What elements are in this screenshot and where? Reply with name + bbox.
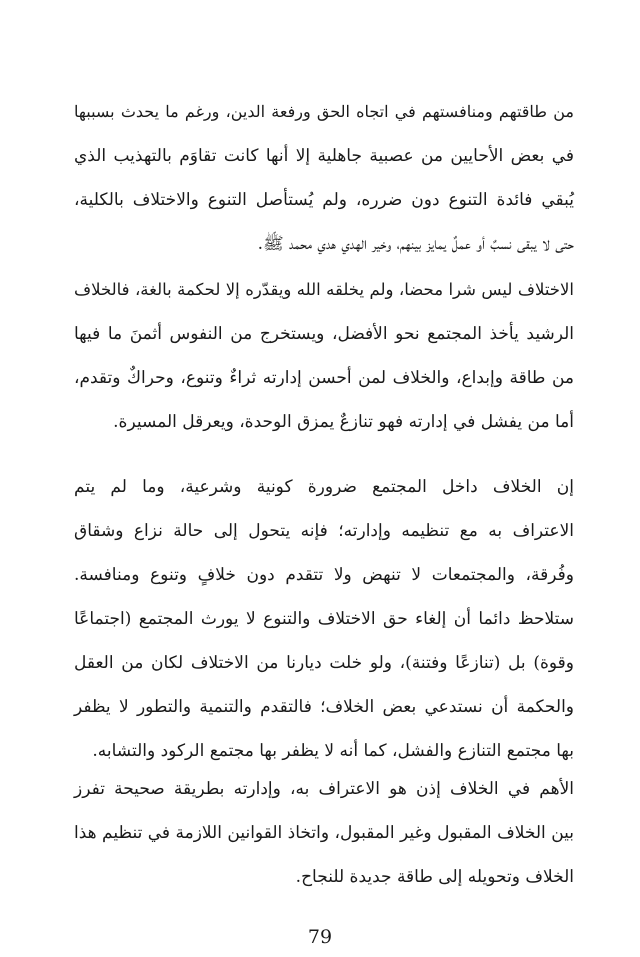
paragraph-3 xyxy=(74,465,574,773)
paragraph-line: بين الخلاف المقبول وغير المقبول، واتخاذ القوانين اللازمة في تنظيم هذا xyxy=(74,823,574,843)
paragraph-line: الأهم في الخلاف إذن هو الاعتراف به، وإدارته بطريقة صحيحة تفرز xyxy=(74,779,574,799)
paragraph-4 xyxy=(74,767,574,899)
paragraph-line: وقوة) بل (تنازعًا وفتنة)، ولو خلت ديارنا من الاختلاف لكان من العقل xyxy=(74,653,574,673)
paragraph-line: من طاقة وإبداع، والخلاف لمن أحسن إدارته ثراءٌ وتنوع، وحراكٌ وتقدم، xyxy=(74,368,574,388)
page-number: 79 xyxy=(307,926,333,948)
paragraph-line: الخلاف وتحويله إلى طاقة جديدة للنجاح. xyxy=(295,867,574,887)
paragraph-line: الاعتراف به مع تنظيمه وإدارته؛ فإنه يتحول إلى حالة نزاع وشقاق xyxy=(74,521,574,541)
paragraph-1 xyxy=(74,90,574,266)
paragraph-line: والحكمة أن نستدعي بعض الخلاف؛ فالتقدم والتنمية والتطور لا يظفر xyxy=(74,697,574,717)
paragraph-line: يُبقي فائدة التنوع دون ضرره، ولم يُستأصل التنوع والاختلاف بالكلية، xyxy=(74,190,574,210)
paragraph-line: وفُرقة، والمجتمعات لا تنهض ولا تتقدم دون خلافٍ وتنوع ومنافسة. xyxy=(74,565,574,585)
paragraph-line: حتى لا يبقى نسبٌ أو عملٌ يمايز بينهم، وخير الهدي هدي محمد ﷺ. xyxy=(257,234,574,254)
paragraph-line: إن الخلاف داخل المجتمع ضرورة كونية وشرعية، وما لم يتم xyxy=(74,477,574,497)
paragraph-line: أما من يفشل في إدارته فهو تنازعٌ يمزق الوحدة، ويعرقل المسيرة. xyxy=(113,412,574,432)
paragraph-2 xyxy=(74,268,574,444)
paragraph-line: في بعض الأحايين من عصبية جاهلية إلا أنها كانت تقاوَم بالتهذيب الذي xyxy=(74,146,574,166)
paragraph-line: الرشيد يأخذ المجتمع نحو الأفضل، ويستخرج من النفوس أثمنَ ما فيها xyxy=(74,324,574,344)
paragraph-line: بها مجتمع التنازع والفشل، كما أنه لا يظفر بها مجتمع الركود والتشابه. xyxy=(92,741,574,761)
paragraph-line: ستلاحظ دائما أن إلغاء حق الاختلاف والتنوع لا يورث المجتمع (اجتماعًا xyxy=(74,609,574,629)
paragraph-line: من طاقتهم ومنافستهم في اتجاه الحق ورفعة الدين، ورغم ما يحدث بسببها xyxy=(74,102,574,121)
paragraph-line: الاختلاف ليس شرا محضا، ولم يخلقه الله ويقدّره إلا لحكمة بالغة، فالخلاف xyxy=(74,280,574,299)
